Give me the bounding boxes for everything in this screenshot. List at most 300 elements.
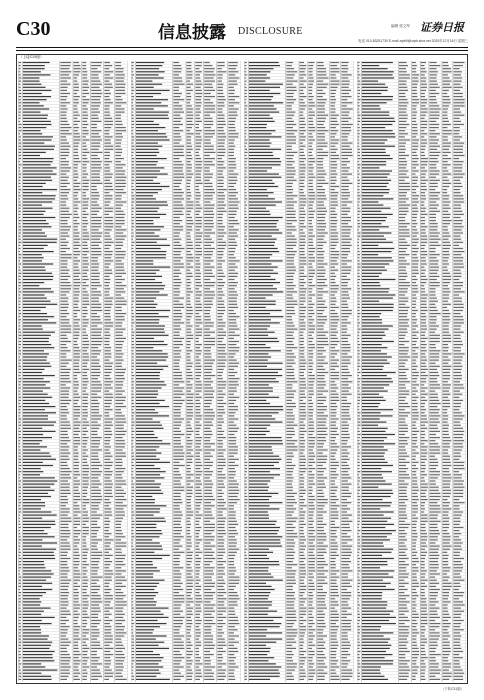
fine-print-mark [132,604,134,605]
fine-print-mark [132,369,134,370]
fine-print-mark [82,180,89,181]
fine-print-mark [136,115,168,116]
fine-print-mark [173,654,181,655]
fine-print-mark [187,344,191,345]
fine-print-mark [300,496,304,497]
fine-print-mark [204,198,213,199]
fine-print-mark [300,428,305,429]
fine-print-mark [60,400,71,401]
fine-print-mark [82,344,89,345]
fine-print-mark [217,232,226,233]
fine-print-mark [74,236,79,237]
fine-print-mark [173,143,179,144]
fine-print-mark [23,409,45,410]
fine-print-mark [308,248,315,249]
fine-print-mark [136,161,158,162]
fine-print-mark [115,294,121,295]
fine-print-mark [104,254,112,255]
fine-print-mark [115,214,125,215]
fine-print-mark [286,276,293,277]
fine-print-mark [60,542,69,543]
fine-print-mark [217,422,224,423]
fine-print-mark [82,555,87,556]
fine-print-mark [187,279,191,280]
fine-print-mark [204,648,214,649]
fine-print-mark [132,642,135,643]
fine-print-mark [74,276,79,277]
fine-print-mark [249,474,280,475]
fine-print-mark [82,127,86,128]
fine-print-mark [317,372,328,373]
fine-print-mark [60,310,67,311]
fine-print-mark [60,282,70,283]
fine-print-mark [104,499,109,500]
fine-print-mark [245,465,247,466]
fine-print-mark [308,344,314,345]
fine-print-mark [74,136,81,137]
fine-print-mark [60,558,70,559]
fine-print-mark [217,418,223,419]
fine-print-mark [91,530,98,531]
fine-print-mark [23,195,56,196]
fine-print-mark [317,366,323,367]
fine-print-mark [91,456,98,457]
fine-print-mark [286,108,292,109]
fine-print-mark [104,462,113,463]
fine-print-mark [317,409,327,410]
fine-print-mark [115,353,123,354]
fine-print-mark [249,288,277,289]
fine-print-mark [300,381,306,382]
fine-print-mark [249,459,281,460]
fine-print-mark [19,546,21,547]
fine-print-mark [330,177,336,178]
fine-print-mark [204,248,215,249]
fine-print-mark [104,146,113,147]
fine-print-mark [330,254,339,255]
fine-print-mark [23,229,42,230]
fine-print-mark [300,366,306,367]
fine-print-mark [91,648,102,649]
fine-print-mark [249,325,270,326]
fine-print-mark [217,263,222,264]
fine-print-mark [132,158,135,159]
fine-print-mark [132,471,134,472]
fine-print-mark [173,310,181,311]
fine-print-mark [91,87,99,88]
fine-print-mark [195,589,200,590]
fine-print-mark [187,378,194,379]
fine-print-mark [228,639,234,640]
fine-print-mark [341,400,347,401]
fine-print-mark [204,670,212,671]
fine-print-mark [330,285,339,286]
fine-print-mark [300,149,304,150]
fine-print-mark [195,558,201,559]
fine-print-mark [104,490,111,491]
fine-print-mark [132,515,135,516]
fine-print-mark [228,620,238,621]
fine-print-mark [308,146,312,147]
fine-print-mark [60,623,65,624]
fine-print-mark [19,254,22,255]
fine-print-mark [217,285,224,286]
fine-print-mark [300,270,305,271]
fine-print-mark [217,660,222,661]
fine-print-mark [23,412,56,413]
fine-print-mark [187,428,192,429]
fine-print-mark [217,462,225,463]
fine-print-mark [91,226,101,227]
fine-print-mark [132,260,134,261]
fine-print-mark [104,564,110,565]
fine-print-mark [19,291,22,292]
fine-print-mark [60,99,66,100]
fine-print-mark [249,406,283,407]
fine-print-mark [341,511,347,512]
fine-print-mark [60,511,69,512]
fine-print-mark [82,577,87,578]
fine-print-mark [60,645,69,646]
fine-print-mark [300,505,307,506]
fine-print-mark [204,387,213,388]
fine-print-mark [115,592,123,593]
fine-print-mark [286,232,291,233]
fine-print-mark [19,217,21,218]
fine-print-mark [217,663,226,664]
fine-print-mark [19,251,20,252]
fine-print-mark [115,533,123,534]
fine-print-mark [330,65,337,66]
fine-print-mark [217,322,225,323]
fine-print-mark [195,254,202,255]
fine-print-mark [341,496,350,497]
fine-print-mark [330,437,336,438]
fine-print-mark [286,174,295,175]
fine-print-mark [341,518,348,519]
fine-print-mark [330,350,339,351]
fine-print-mark [249,319,271,320]
fine-print-mark [173,471,179,472]
fine-print-mark [308,226,313,227]
fine-print-mark [60,406,66,407]
fine-print-mark [115,177,126,178]
fine-print-mark [23,319,48,320]
fine-print-mark [115,288,124,289]
fine-print-mark [132,397,135,398]
fine-print-mark [187,77,193,78]
fine-print-mark [204,604,215,605]
fine-print-mark [249,267,278,268]
fine-print-mark [91,375,100,376]
fine-print-mark [104,105,109,106]
fine-print-mark [60,583,69,584]
fine-print-mark [228,332,235,333]
fine-print-mark [245,294,247,295]
fine-print-mark [104,449,109,450]
fine-print-mark [245,307,247,308]
fine-print-mark [19,403,21,404]
fine-print-mark [60,220,67,221]
fine-print-mark [82,74,87,75]
fine-print-mark [19,121,21,122]
fine-print-mark [82,446,86,447]
fine-print-mark [330,443,336,444]
fine-print-mark [173,245,181,246]
fine-print-mark [217,670,226,671]
fine-print-mark [60,192,69,193]
fine-print-mark [217,611,226,612]
fine-print-mark [317,360,324,361]
fine-print-mark [82,601,88,602]
fine-print-mark [173,112,184,113]
fine-print-mark [91,577,102,578]
fine-print-mark [104,592,109,593]
fine-print-mark [91,484,101,485]
fine-print-mark [245,257,248,258]
fine-print-mark [132,118,134,119]
fine-print-mark [23,561,44,562]
fine-print-mark [217,586,223,587]
fine-print-mark [204,102,213,103]
fine-print-mark [204,180,209,181]
fine-print-mark [132,570,135,571]
fine-print-mark [104,648,113,649]
fine-print-mark [74,177,79,178]
fine-print-mark [330,505,339,506]
fine-print-mark [104,170,110,171]
fine-print-mark [82,527,89,528]
fine-print-mark [245,90,247,91]
fine-print-mark [317,490,323,491]
fine-print-mark [245,356,248,357]
fine-print-mark [132,223,134,224]
fine-print-mark [82,449,87,450]
fine-print-mark [115,555,125,556]
fine-print-mark [330,139,339,140]
fine-print-mark [249,239,277,240]
fine-print-mark [132,518,134,519]
fine-print-mark [245,422,247,423]
fine-print-mark [60,214,71,215]
fine-print-mark [132,673,134,674]
fine-print-mark [217,208,224,209]
fine-print-mark [195,409,200,410]
fine-print-mark [228,595,238,596]
fine-print-mark [60,270,69,271]
fine-print-mark [300,167,306,168]
fine-print-mark [19,248,21,249]
fine-print-mark [217,360,226,361]
fine-print-mark [187,583,193,584]
fine-print-mark [19,282,22,283]
fine-print-mark [195,87,200,88]
fine-print-mark [19,298,21,299]
fine-print-mark [187,112,193,113]
fine-print-mark [187,524,191,525]
fine-print-mark [19,431,21,432]
fine-print-mark [317,242,326,243]
fine-print-mark [228,515,235,516]
fine-print-mark [82,102,88,103]
fine-print-mark [132,437,135,438]
fine-print-mark [228,363,239,364]
fine-print-mark [132,74,134,75]
fine-print-mark [115,518,123,519]
fine-print-mark [195,329,202,330]
fine-print-mark [245,490,247,491]
fine-print-mark [308,301,311,302]
fine-print-mark [330,499,338,500]
fine-print-mark [187,648,191,649]
fine-print-mark [300,515,305,516]
fine-print-mark [217,260,225,261]
fine-print-mark [217,254,223,255]
fine-print-mark [330,192,338,193]
fine-print-mark [217,539,224,540]
fine-print-mark [82,183,88,184]
fine-print-mark [19,437,22,438]
fine-print-mark [317,245,323,246]
fine-print-mark [330,248,335,249]
fine-print-mark [74,93,77,94]
fine-print-mark [19,406,22,407]
fine-print-mark [330,236,337,237]
fine-print-mark [228,394,234,395]
fine-print-mark [104,139,110,140]
fine-print-mark [19,453,21,454]
fine-print-mark [136,546,162,547]
fine-print-mark [249,158,280,159]
fine-print-mark [60,477,71,478]
fine-print-mark [115,542,126,543]
fine-print-mark [173,642,183,643]
fine-print-mark [217,400,223,401]
fine-print-mark [132,651,135,652]
fine-print-mark [173,443,181,444]
fine-print-mark [195,363,200,364]
fine-print-mark [228,139,234,140]
fine-print-mark [104,183,112,184]
fine-print-mark [204,143,211,144]
fine-print-mark [60,127,71,128]
fine-print-mark [195,518,201,519]
fine-print-mark [330,428,338,429]
fine-print-mark [173,403,182,404]
fine-print-mark [341,273,350,274]
fine-print-mark [115,239,124,240]
fine-print-mark [187,484,191,485]
fine-print-mark [204,431,212,432]
fine-print-mark [23,139,52,140]
fine-print-mark [217,143,224,144]
fine-print-mark [204,542,211,543]
fine-print-mark [91,564,98,565]
fine-print-mark [228,465,238,466]
fine-print-mark [195,533,199,534]
fine-print-mark [74,251,81,252]
fine-print-mark [249,511,268,512]
fine-print-mark [19,456,21,457]
fine-print-mark [115,99,122,100]
fine-print-mark [115,276,122,277]
fine-print-mark [60,459,69,460]
fine-print-mark [173,316,182,317]
fine-print-mark [82,586,88,587]
fine-print-mark [82,394,88,395]
fine-print-mark [60,180,67,181]
fine-print-mark [19,152,22,153]
fine-print-mark [115,356,122,357]
fine-print-mark [82,502,89,503]
fine-print-mark [115,84,125,85]
fine-print-mark [82,257,88,258]
fine-print-mark [23,322,56,323]
fine-print-mark [136,316,169,317]
fine-print-mark [204,381,213,382]
fine-print-mark [195,301,200,302]
fine-print-mark [300,77,304,78]
fine-print-mark [187,214,190,215]
fine-print-mark [132,350,134,351]
fine-print-mark [217,428,221,429]
fine-print-mark [132,614,134,615]
fine-print-mark [330,220,337,221]
fine-print-mark [136,580,165,581]
fine-print-mark [132,298,134,299]
fine-print-mark [204,601,210,602]
fine-print-mark [187,530,191,531]
fine-print-mark [136,242,157,243]
fine-print-mark [286,425,297,426]
fine-print-mark [60,465,67,466]
fine-print-mark [330,136,335,137]
fine-print-mark [104,663,110,664]
fine-print-mark [228,480,236,481]
fine-print-mark [74,363,79,364]
fine-print-mark [249,307,266,308]
fine-print-mark [330,375,339,376]
fine-print-mark [173,546,182,547]
fine-print-mark [286,139,296,140]
fine-print-mark [187,180,191,181]
fine-print-mark [132,403,134,404]
fine-print-mark [136,375,160,376]
fine-print-mark [82,304,89,305]
fine-print-mark [91,527,100,528]
fine-print-mark [132,130,134,131]
fine-print-mark [249,360,268,361]
fine-print-mark [317,471,324,472]
fine-print-mark [187,496,192,497]
fine-print-mark [115,418,125,419]
fine-print-mark [104,573,113,574]
fine-print-mark [23,220,46,221]
fine-print-mark [286,338,294,339]
fine-print-mark [217,639,224,640]
fine-print-mark [245,319,247,320]
fine-print-mark [249,211,270,212]
fine-print-mark [204,580,212,581]
fine-print-mark [195,257,199,258]
fine-print-mark [173,564,179,565]
fine-print-mark [217,201,224,202]
fine-print-mark [91,561,99,562]
fine-print-mark [132,316,135,317]
fine-print-mark [132,412,135,413]
fine-print-mark [82,564,89,565]
fine-print-mark [91,363,99,364]
